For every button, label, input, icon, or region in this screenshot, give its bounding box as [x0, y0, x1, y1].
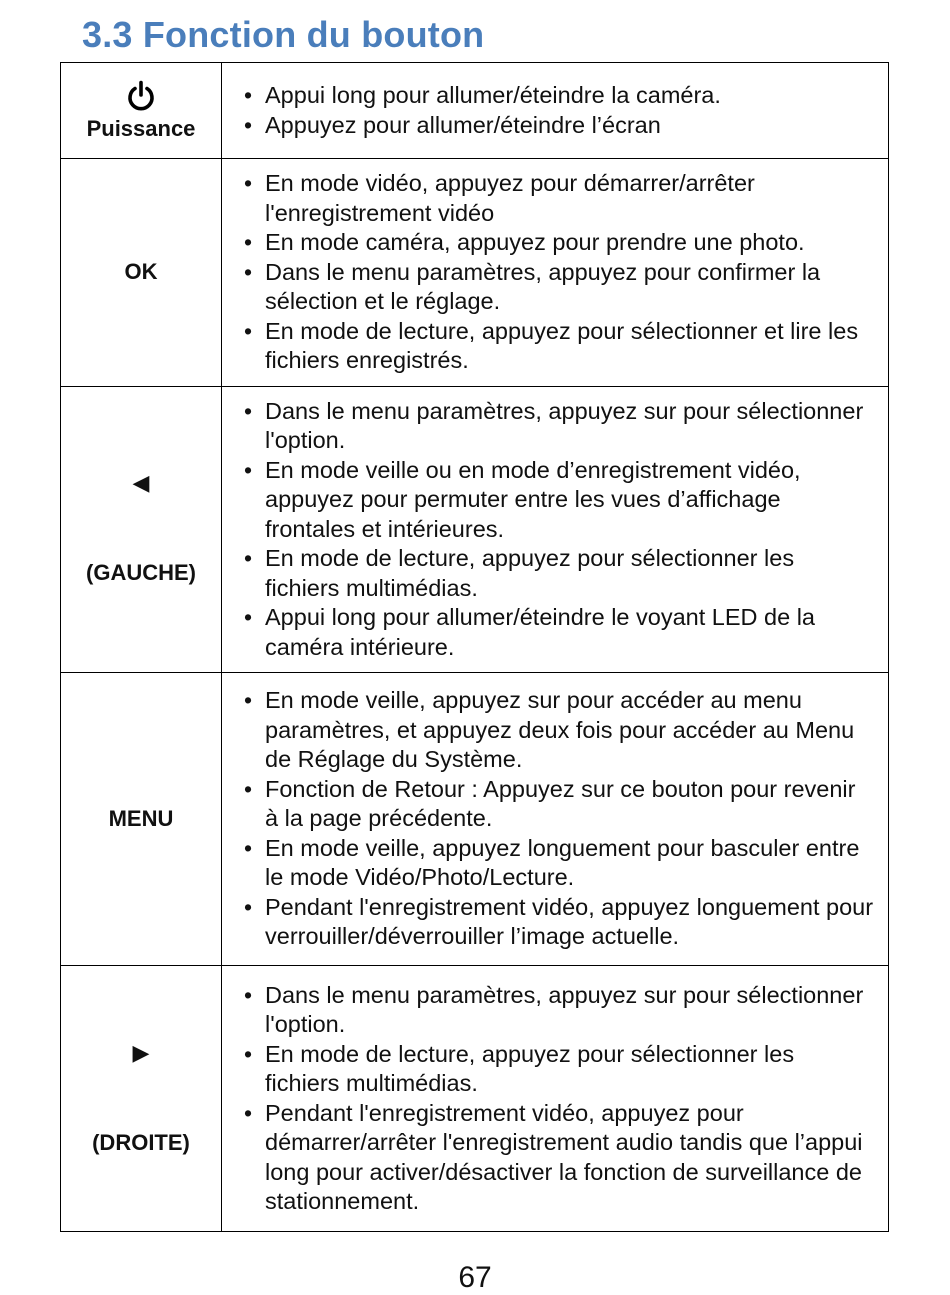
description-cell	[222, 673, 889, 966]
list-item: • En mode veille, appuyez sur pour accéder au menu paramètres, et appuyez deux fois pour accéder au Menu de Réglage du Système.	[244, 686, 874, 775]
button-label-power: Puissance	[86, 115, 196, 141]
list-item: • Dans le menu paramètres, appuyez sur pour sélectionner l'option.	[244, 397, 874, 456]
description-cell	[222, 63, 889, 159]
bullet-list	[244, 169, 874, 376]
section-heading: 3.3 Fonction du bouton	[82, 14, 485, 55]
list-item: • Appui long pour allumer/éteindre la caméra.	[244, 81, 874, 111]
list-item: • En mode veille ou en mode d’enregistrement vidéo, appuyez pour permuter entre les vues d’affichage frontales et intérieures.	[244, 456, 874, 545]
page-number: 67	[458, 1261, 492, 1294]
ok-label-cell	[61, 159, 222, 387]
bullet-list	[244, 81, 874, 140]
menu-label-cell	[61, 673, 222, 966]
bullet-list	[244, 981, 874, 1217]
button-label-menu: MENU	[108, 806, 174, 831]
button-label-ok: OK	[124, 259, 158, 285]
list-item: • Fonction de Retour : Appuyez sur ce bouton pour revenir à la page précédente.	[244, 775, 874, 834]
description-cell	[222, 159, 889, 387]
table-row	[61, 673, 889, 966]
description-cell	[222, 386, 889, 673]
button-label-left: (GAUCHE)	[86, 560, 196, 586]
list-item: • En mode vidéo, appuyez pour démarrer/arrêter l'enregistrement vidéo	[244, 169, 874, 228]
list-item: • Appui long pour allumer/éteindre le voyant LED de la caméra intérieure.	[244, 603, 874, 662]
list-item: • En mode de lecture, appuyez pour sélectionner et lire les fichiers enregistrés.	[244, 317, 874, 376]
left-label-cell	[61, 386, 222, 673]
bullet-list	[244, 397, 874, 663]
list-item: • En mode caméra, appuyez pour prendre une photo.	[244, 228, 874, 258]
list-item: • Dans le menu paramètres, appuyez sur pour sélectionner l'option.	[244, 981, 874, 1040]
power-icon	[126, 80, 156, 112]
list-item: • Dans le menu paramètres, appuyez pour confirmer la sélection et le réglage.	[244, 258, 874, 317]
list-item: • Pendant l'enregistrement vidéo, appuyez longuement pour verrouiller/déverrouiller l’image actuelle.	[244, 893, 874, 952]
button-label-right: (DROITE)	[92, 1129, 190, 1155]
description-cell	[222, 966, 889, 1232]
bullet-list	[244, 686, 874, 952]
right-arrow-icon: ▶	[132, 1039, 150, 1065]
table-row	[61, 386, 889, 673]
list-item: • En mode de lecture, appuyez pour sélectionner les fichiers multimédias.	[244, 1040, 874, 1099]
power-label-cell	[61, 63, 222, 159]
table-row	[61, 159, 889, 387]
left-arrow-icon: ◀	[132, 470, 150, 496]
right-label-cell	[61, 966, 222, 1232]
list-item: • En mode veille, appuyez longuement pour basculer entre le mode Vidéo/Photo/Lecture.	[244, 834, 874, 893]
button-function-table	[60, 62, 889, 1232]
table-row	[61, 63, 889, 159]
list-item: • En mode de lecture, appuyez pour sélectionner les fichiers multimédias.	[244, 544, 874, 603]
table-row	[61, 966, 889, 1232]
list-item: • Pendant l'enregistrement vidéo, appuyez pour démarrer/arrêter l'enregistrement audio tandis que l’appui long pour activer/désactiver la fonction de surveillance de stationnement.	[244, 1099, 874, 1217]
list-item: • Appuyez pour allumer/éteindre l’écran	[244, 111, 874, 141]
